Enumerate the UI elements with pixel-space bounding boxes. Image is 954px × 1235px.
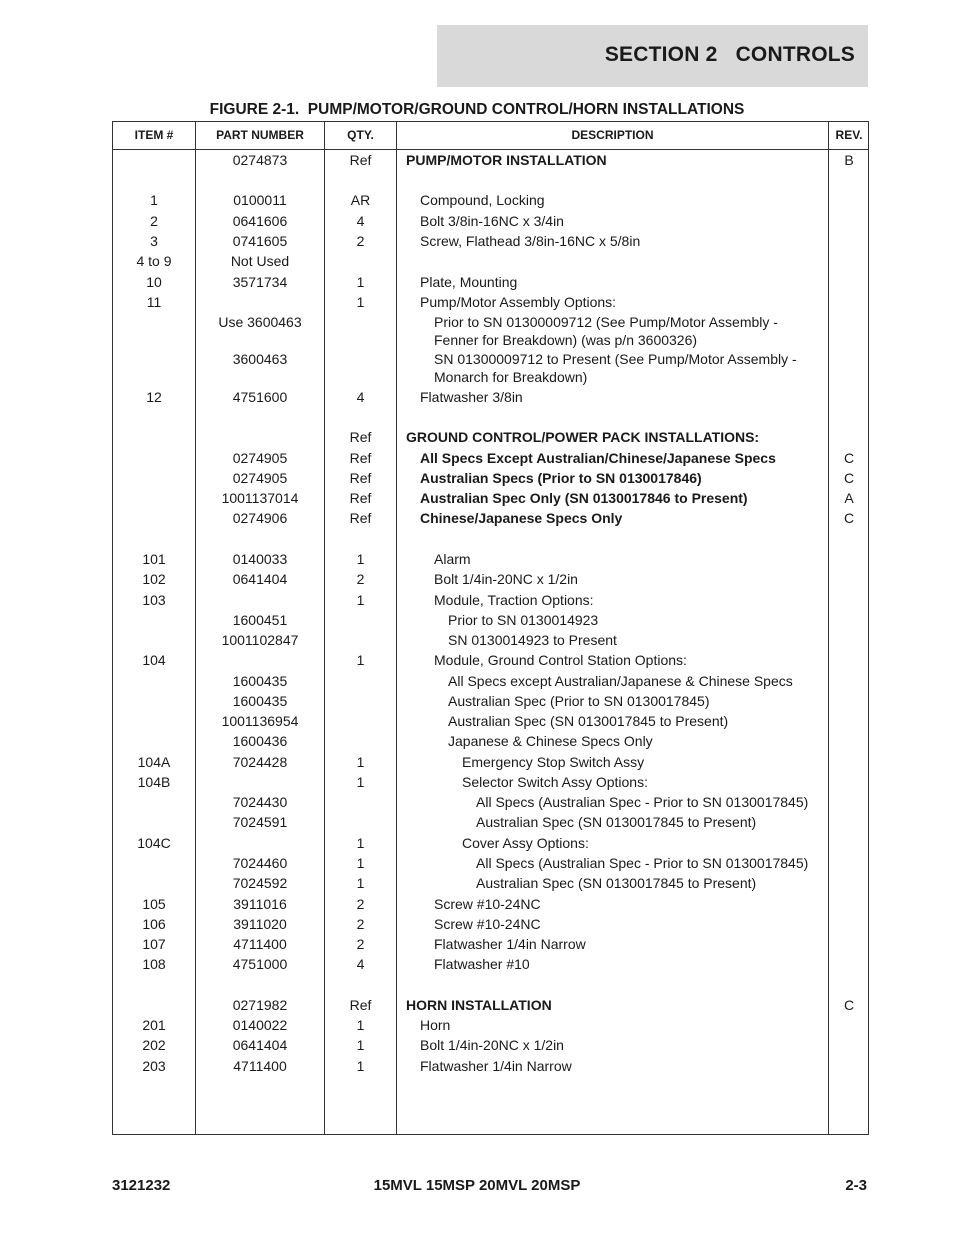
item-number-cell: 101 — [142, 551, 166, 567]
part-number-cell: 7024428 — [232, 754, 288, 770]
item-number-cell: 2 — [150, 213, 158, 229]
part-number-cell: 0641404 — [232, 1037, 288, 1053]
description-cell: PUMP/MOTOR INSTALLATION — [406, 152, 607, 168]
item-number-cell: 10 — [146, 274, 162, 290]
part-number-cell: 0741605 — [232, 233, 288, 249]
description-cell: Australian Specs (Prior to SN 0130017846) — [420, 470, 702, 486]
revision-cell: C — [843, 510, 855, 526]
part-number-cell: 0641404 — [232, 571, 288, 587]
quantity-cell: 2 — [356, 233, 365, 249]
description-cell: Australian Spec (SN 0130017845 to Present) — [448, 713, 729, 729]
description-cell: Flatwasher #10 — [434, 956, 530, 972]
part-number-cell: 0271982 — [232, 997, 288, 1013]
item-number-cell: 104C — [137, 835, 171, 851]
quantity-cell: 2 — [356, 936, 365, 952]
part-number-cell: 0274906 — [232, 510, 288, 526]
description-cell: Compound, Locking — [420, 192, 545, 208]
quantity-cell: 4 — [356, 213, 365, 229]
column-header-qty: QTY. — [347, 128, 374, 142]
item-number-cell: 203 — [142, 1058, 166, 1074]
item-number-cell: 104 — [142, 652, 166, 668]
figure-title: FIGURE 2-1. PUMP/MOTOR/GROUND CONTROL/HORN INSTALLATIONS — [209, 101, 745, 118]
description-cell: Emergency Stop Switch Assy — [462, 754, 645, 770]
section-header — [437, 25, 868, 87]
description-cell: Screw #10-24NC — [434, 896, 541, 912]
header-divider — [113, 149, 868, 150]
part-number-cell: 1001102847 — [221, 632, 299, 648]
part-number-cell: Not Used — [230, 253, 290, 269]
quantity-cell: 4 — [356, 389, 365, 405]
description-cell: GROUND CONTROL/POWER PACK INSTALLATIONS: — [406, 429, 760, 445]
description-cell: Horn — [420, 1017, 451, 1033]
part-number-cell: 3571734 — [232, 274, 288, 290]
quantity-cell: 1 — [356, 875, 365, 891]
item-number-cell: 105 — [142, 896, 166, 912]
item-number-cell: 12 — [146, 389, 162, 405]
description-cell: Flatwasher 1/4in Narrow — [434, 936, 586, 952]
description-cell: Japanese & Chinese Specs Only — [448, 733, 653, 749]
description-cell: Bolt 1/4in-20NC x 1/2in — [420, 1037, 564, 1053]
description-cell: Alarm — [434, 551, 471, 567]
part-number-cell: 4751000 — [232, 956, 288, 972]
description-cell: Prior to SN 0130014923 — [448, 612, 599, 628]
description-cell: Australian Spec (SN 0130017845 to Present) — [476, 875, 757, 891]
description-cell: Chinese/Japanese Specs Only — [420, 510, 623, 526]
item-number-cell: 202 — [142, 1037, 166, 1053]
quantity-cell: 1 — [356, 1058, 365, 1074]
part-number-cell: 3911016 — [233, 896, 287, 912]
item-number-cell: 11 — [146, 294, 162, 310]
part-number-cell: 0140033 — [232, 551, 288, 567]
quantity-cell: 1 — [356, 551, 365, 567]
description-cell: Plate, Mounting — [420, 274, 518, 290]
description-cell: Flatwasher 3/8in — [420, 389, 523, 405]
revision-cell: C — [843, 997, 855, 1013]
column-header-description: DESCRIPTION — [571, 128, 654, 142]
column-header-item: ITEM # — [134, 128, 174, 142]
part-number-cell: 7024430 — [232, 794, 288, 810]
quantity-cell: 1 — [356, 754, 365, 770]
quantity-cell: 1 — [356, 835, 365, 851]
part-number-cell: 3600463 — [232, 351, 288, 367]
quantity-cell: 1 — [356, 1037, 365, 1053]
part-number-cell: 0140022 — [232, 1017, 288, 1033]
description-cell: All Specs Except Australian/Chinese/Japanese Specs — [420, 450, 776, 466]
quantity-cell: 1 — [356, 652, 365, 668]
part-number-cell: 0274905 — [232, 470, 288, 486]
item-number-cell: 102 — [142, 571, 166, 587]
quantity-cell: Ref — [349, 490, 372, 506]
part-number-cell: 0274905 — [232, 450, 288, 466]
section-title: SECTION 2 CONTROLS — [604, 43, 855, 66]
part-number-cell: 7024460 — [232, 855, 288, 871]
part-number-cell: 4711400 — [233, 1058, 287, 1074]
quantity-cell: 2 — [356, 896, 365, 912]
description-cell: All Specs except Australian/Japanese & Chinese Specs — [448, 673, 793, 689]
part-number-cell: Use 3600463 — [218, 314, 302, 330]
description-cell: Module, Ground Control Station Options: — [434, 652, 687, 668]
description-cell: Prior to SN 01300009712 (See Pump/Motor Assembly - Fenner for Breakdown) (was p/n 3600326) — [434, 314, 778, 348]
column-header-part-number: PART NUMBER — [216, 128, 304, 142]
part-number-cell: 3911020 — [233, 916, 287, 932]
item-number-cell: 104B — [137, 774, 171, 790]
description-cell: Australian Spec Only (SN 0130017846 to Present) — [420, 490, 748, 506]
quantity-cell: 1 — [356, 774, 365, 790]
description-cell: Selector Switch Assy Options: — [462, 774, 648, 790]
quantity-cell: 1 — [356, 1017, 365, 1033]
description-cell: Bolt 1/4in-20NC x 1/2in — [434, 571, 578, 587]
quantity-cell: 1 — [356, 294, 365, 310]
description-cell: Flatwasher 1/4in Narrow — [420, 1058, 572, 1074]
column-divider — [828, 122, 829, 1134]
description-cell: SN 0130014923 to Present — [448, 632, 617, 648]
item-number-cell: 108 — [142, 956, 166, 972]
item-number-cell: 3 — [150, 233, 158, 249]
part-number-cell: 1600451 — [232, 612, 288, 628]
description-cell: Screw #10-24NC — [434, 916, 541, 932]
description-cell: Module, Traction Options: — [434, 592, 594, 608]
quantity-cell: AR — [350, 192, 371, 208]
quantity-cell: 1 — [356, 855, 365, 871]
column-header-rev: REV. — [835, 128, 863, 142]
item-number-cell: 1 — [150, 192, 158, 208]
description-cell: Pump/Motor Assembly Options: — [420, 294, 617, 310]
description-cell: Australian Spec (Prior to SN 0130017845) — [448, 693, 710, 709]
footer-doc-number: 3121232 — [112, 1177, 171, 1194]
part-number-cell: 4751600 — [232, 389, 288, 405]
part-number-cell: 1600435 — [232, 673, 288, 689]
description-cell: Screw, Flathead 3/8in-16NC x 5/8in — [420, 233, 641, 249]
revision-cell: B — [844, 152, 854, 168]
part-number-cell: 4711400 — [233, 936, 287, 952]
quantity-cell: Ref — [349, 510, 372, 526]
description-cell: Cover Assy Options: — [462, 835, 589, 851]
item-number-cell: 103 — [142, 592, 166, 608]
quantity-cell: Ref — [349, 450, 372, 466]
description-cell: HORN INSTALLATION — [406, 997, 552, 1013]
quantity-cell: 4 — [356, 956, 365, 972]
item-number-cell: 106 — [142, 916, 166, 932]
quantity-cell: 1 — [356, 274, 365, 290]
part-number-cell: 7024591 — [232, 814, 288, 830]
revision-cell: C — [843, 470, 855, 486]
quantity-cell: 2 — [356, 571, 365, 587]
column-divider — [396, 122, 397, 1134]
part-number-cell: 1001136954 — [221, 713, 299, 729]
quantity-cell: 2 — [356, 916, 365, 932]
revision-cell: C — [843, 450, 855, 466]
quantity-cell: Ref — [349, 997, 372, 1013]
description-cell: Australian Spec (SN 0130017845 to Present) — [476, 814, 757, 830]
item-number-cell: 107 — [142, 936, 166, 952]
footer-models: 15MVL 15MSP 20MVL 20MSP — [373, 1177, 581, 1194]
part-number-cell: 0274873 — [232, 152, 288, 168]
description-cell: SN 01300009712 to Present (See Pump/Motor Assembly - Monarch for Breakdown) — [434, 351, 797, 385]
item-number-cell: 104A — [137, 754, 171, 770]
part-number-cell: 0100011 — [233, 192, 287, 208]
item-number-cell: 201 — [142, 1017, 166, 1033]
part-number-cell: 1001137014 — [221, 490, 299, 506]
description-cell: Bolt 3/8in-16NC x 3/4in — [420, 213, 564, 229]
description-cell: All Specs (Australian Spec - Prior to SN 0130017845) — [476, 794, 809, 810]
item-number-cell: 4 to 9 — [136, 253, 172, 269]
quantity-cell: Ref — [349, 429, 372, 445]
quantity-cell: Ref — [349, 152, 372, 168]
footer-page-number: 2-3 — [845, 1177, 867, 1194]
parts-table — [112, 121, 869, 1135]
description-cell: All Specs (Australian Spec - Prior to SN 0130017845) — [476, 855, 809, 871]
part-number-cell: 0641606 — [232, 213, 288, 229]
part-number-cell: 1600436 — [232, 733, 288, 749]
part-number-cell: 1600435 — [232, 693, 288, 709]
part-number-cell: 7024592 — [232, 875, 288, 891]
quantity-cell: 1 — [356, 592, 365, 608]
quantity-cell: Ref — [349, 470, 372, 486]
revision-cell: A — [844, 490, 854, 506]
